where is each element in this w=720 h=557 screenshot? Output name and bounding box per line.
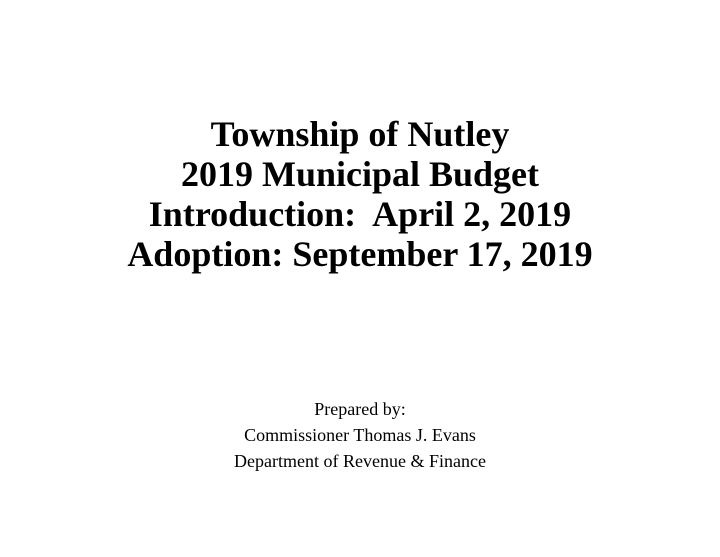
title-block (0, 114, 720, 274)
title-introduction-date: Introduction: April 2, 2019 (148, 194, 572, 234)
preparer-name: Commissioner Thomas J. Evans (244, 425, 476, 445)
prepared-by-block (0, 396, 720, 474)
title-township: Township of Nutley (210, 114, 510, 154)
title-adoption-date: Adoption: September 17, 2019 (127, 234, 593, 274)
preparer-department: Department of Revenue & Finance (234, 451, 486, 471)
prepared-by-label: Prepared by: (314, 399, 406, 419)
title-budget: 2019 Municipal Budget (180, 154, 540, 194)
